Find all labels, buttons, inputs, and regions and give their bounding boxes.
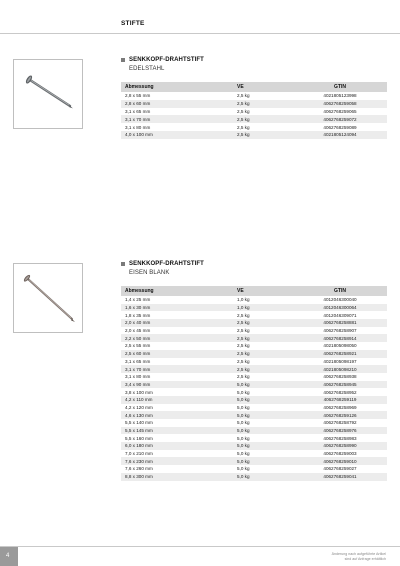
cell-gtin: 4021805098197 [293, 358, 387, 366]
cell-gtin: 4021805123998 [293, 92, 387, 100]
cell-dimension: 2,2 x 50 mm [121, 334, 233, 342]
product-image-frame [13, 263, 83, 333]
cell-gtin: 4062768258938 [293, 373, 387, 381]
cell-gtin: 4062768258914 [293, 334, 387, 342]
cell-gtin: 4062768258792 [293, 419, 387, 427]
page-number: 4 [6, 553, 10, 559]
product-table [121, 82, 387, 139]
cell-dimension: 2,8 x 60 mm [121, 100, 233, 108]
cell-dimension: 4,2 x 110 mm [121, 396, 233, 404]
cell-ve: 5,0 kg [233, 434, 293, 442]
table-row [121, 334, 387, 342]
table-row [121, 100, 387, 108]
footer-note-line: Änderung nach aufgeführte Artikel [331, 552, 386, 556]
cell-gtin: 4062768258881 [293, 319, 387, 327]
cell-gtin: 4062768259027 [293, 465, 387, 473]
table-row [121, 319, 387, 327]
cell-dimension: 8,8 x 300 mm [121, 473, 233, 481]
column-header-dimension: Abmessung [121, 286, 233, 296]
cell-dimension: 7,0 x 210 mm [121, 450, 233, 458]
cell-ve: 1,0 kg [233, 304, 293, 312]
cell-ve: 5,0 kg [233, 457, 293, 465]
table-row [121, 442, 387, 450]
column-header-dimension: Abmessung [121, 82, 233, 92]
product-title: SENKKOPF-DRAHTSTIFT [129, 261, 204, 267]
cell-dimension: 2,5 x 55 mm [121, 342, 233, 350]
cell-gtin: 4062768259058 [293, 100, 387, 108]
cell-dimension: 3,1 x 80 mm [121, 373, 233, 381]
table-row [121, 404, 387, 412]
nail-icon [14, 60, 82, 128]
cell-ve: 2,5 kg [233, 123, 293, 131]
cell-gtin: 4062768259072 [293, 115, 387, 123]
cell-ve: 5,0 kg [233, 450, 293, 458]
table-row [121, 465, 387, 473]
cell-ve: 5,0 kg [233, 427, 293, 435]
table-row [121, 296, 387, 304]
cell-ve: 5,0 kg [233, 419, 293, 427]
cell-dimension: 1,8 x 35 mm [121, 311, 233, 319]
cell-ve: 2,5 kg [233, 311, 293, 319]
cell-ve: 5,0 kg [233, 388, 293, 396]
cell-ve: 5,0 kg [233, 404, 293, 412]
nail-icon [14, 264, 82, 332]
cell-gtin: 4062768259065 [293, 108, 387, 116]
page-header [0, 0, 400, 34]
cell-ve: 2,5 kg [233, 350, 293, 358]
table-row [121, 434, 387, 442]
table-row [121, 327, 387, 335]
cell-ve: 5,0 kg [233, 473, 293, 481]
table-row [121, 381, 387, 389]
cell-dimension: 3,1 x 70 mm [121, 365, 233, 373]
table-row [121, 396, 387, 404]
cell-ve: 5,0 kg [233, 381, 293, 389]
column-header-ve: VE [233, 82, 293, 92]
cell-dimension: 7,6 x 230 mm [121, 457, 233, 465]
cell-gtin: 4062768258969 [293, 404, 387, 412]
product-title-row [121, 261, 204, 267]
cell-dimension: 5,5 x 145 mm [121, 427, 233, 435]
cell-dimension: 4,0 x 100 mm [121, 131, 233, 139]
cell-dimension: 2,0 x 45 mm [121, 327, 233, 335]
cell-gtin: 4062768259089 [293, 123, 387, 131]
table-row [121, 419, 387, 427]
cell-dimension: 1,4 x 25 mm [121, 296, 233, 304]
cell-gtin: 4012046309071 [293, 311, 387, 319]
cell-gtin: 4062768258990 [293, 442, 387, 450]
cell-gtin: 4062768258945 [293, 381, 387, 389]
cell-dimension: 3,1 x 70 mm [121, 115, 233, 123]
table-row [121, 304, 387, 312]
cell-dimension: 2,0 x 40 mm [121, 319, 233, 327]
cell-ve: 5,0 kg [233, 411, 293, 419]
cell-dimension: 1,6 x 30 mm [121, 304, 233, 312]
cell-dimension: 3,4 x 90 mm [121, 381, 233, 389]
table-row [121, 358, 387, 366]
cell-ve: 5,0 kg [233, 396, 293, 404]
table-header-row [121, 286, 387, 296]
cell-gtin: 4062768258921 [293, 350, 387, 358]
cell-dimension: 2,5 x 60 mm [121, 350, 233, 358]
product-table [121, 286, 387, 481]
table-row [121, 131, 387, 139]
table-row [121, 92, 387, 100]
cell-dimension: 5,5 x 140 mm [121, 419, 233, 427]
footer-note [332, 552, 386, 561]
cell-ve: 2,5 kg [233, 365, 293, 373]
table-row [121, 373, 387, 381]
cell-ve: 2,5 kg [233, 319, 293, 327]
cell-gtin: 4062768259041 [293, 473, 387, 481]
footer-note-line: sind auf Anfrage erhältlich [344, 556, 386, 561]
cell-ve: 2,5 kg [233, 334, 293, 342]
cell-dimension: 3,1 x 80 mm [121, 123, 233, 131]
cell-dimension: 2,8 x 55 mm [121, 92, 233, 100]
cell-gtin: 4062768258952 [293, 388, 387, 396]
table-row [121, 342, 387, 350]
product-material: EDELSTAHL [129, 66, 165, 72]
cell-ve: 2,5 kg [233, 373, 293, 381]
cell-gtin: 4021805098050 [293, 342, 387, 350]
cell-ve: 2,5 kg [233, 108, 293, 116]
cell-dimension: 7,6 x 260 mm [121, 465, 233, 473]
cell-dimension: 4,6 x 130 mm [121, 411, 233, 419]
cell-dimension: 4,2 x 120 mm [121, 404, 233, 412]
cell-gtin: 4062768258976 [293, 427, 387, 435]
cell-gtin: 4021805124094 [293, 131, 387, 139]
table-row [121, 450, 387, 458]
cell-dimension: 5,5 x 160 mm [121, 434, 233, 442]
cell-dimension: 3,8 x 100 mm [121, 388, 233, 396]
cell-gtin: 4062768259010 [293, 457, 387, 465]
table-row [121, 115, 387, 123]
cell-ve: 2,5 kg [233, 115, 293, 123]
cell-ve: 2,5 kg [233, 131, 293, 139]
cell-gtin: 4062768259003 [293, 450, 387, 458]
cell-gtin: 4062768259126 [293, 411, 387, 419]
product-material: EISEN BLANK [129, 270, 170, 276]
cell-dimension: 6,0 x 180 mm [121, 442, 233, 450]
product-title: SENKKOPF-DRAHTSTIFT [129, 57, 204, 63]
cell-ve: 2,5 kg [233, 100, 293, 108]
table-body [121, 296, 387, 481]
table-row [121, 108, 387, 116]
cell-dimension: 3,1 x 65 mm [121, 108, 233, 116]
column-header-ve: VE [233, 286, 293, 296]
table-row [121, 365, 387, 373]
product-title-row [121, 57, 204, 63]
cell-gtin: 4062768258907 [293, 327, 387, 335]
cell-ve: 2,5 kg [233, 92, 293, 100]
table-row [121, 427, 387, 435]
table-body [121, 92, 387, 139]
cell-ve: 5,0 kg [233, 442, 293, 450]
column-header-gtin: GTIN [293, 286, 387, 296]
cell-dimension: 3,1 x 65 mm [121, 358, 233, 366]
table-row [121, 411, 387, 419]
square-bullet-icon [121, 262, 125, 266]
product-image-frame [13, 59, 83, 129]
table-row [121, 473, 387, 481]
cell-ve: 1,0 kg [233, 296, 293, 304]
square-bullet-icon [121, 58, 125, 62]
table-row [121, 350, 387, 358]
cell-ve: 2,5 kg [233, 327, 293, 335]
table-header-row [121, 82, 387, 92]
table-row [121, 123, 387, 131]
cell-gtin: 4062768258983 [293, 434, 387, 442]
cell-ve: 5,0 kg [233, 465, 293, 473]
cell-gtin: 4012046300040 [293, 296, 387, 304]
column-header-gtin: GTIN [293, 82, 387, 92]
cell-ve: 2,5 kg [233, 342, 293, 350]
page-number-tab [0, 547, 18, 566]
table-row [121, 457, 387, 465]
page-footer [0, 546, 400, 566]
page-title: STIFTE [121, 20, 145, 27]
table-row [121, 388, 387, 396]
cell-gtin: 4021805098210 [293, 365, 387, 373]
table-row [121, 311, 387, 319]
cell-ve: 2,5 kg [233, 358, 293, 366]
cell-gtin: 4062768259119 [293, 396, 387, 404]
cell-gtin: 4012046300064 [293, 304, 387, 312]
